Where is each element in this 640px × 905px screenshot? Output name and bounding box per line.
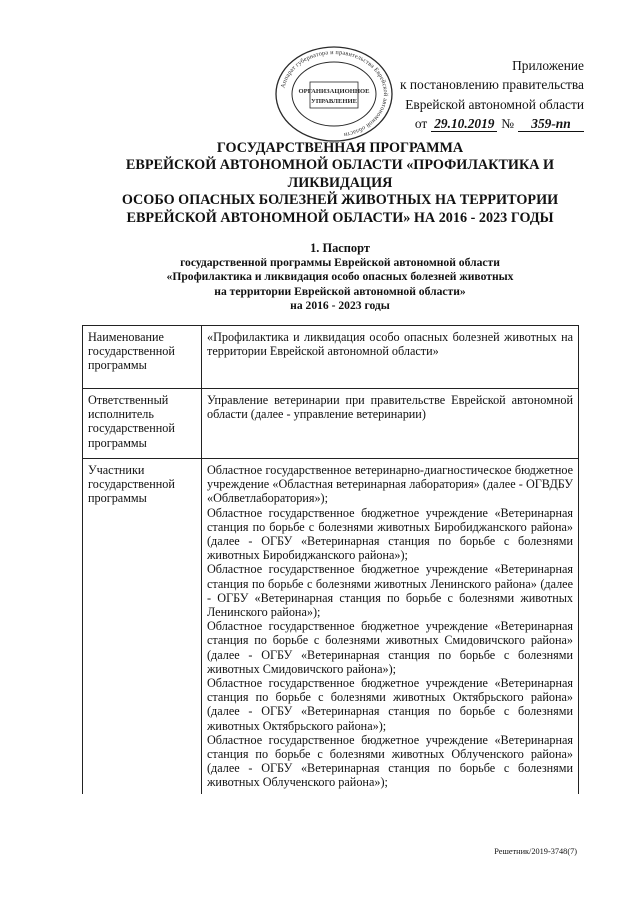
passport-line: 1. Паспорт [310,241,370,255]
passport-line: на территории Еврейской автономной области» [214,284,466,298]
appendix-date-number-line [400,114,584,133]
content-paragraph: Областное государственное ветеринарно-диагностическое бюджетное учреждение «Областная ветеринарная лаборатория» (далее - ОГВДБУ «Облветлаборатория»); [207,463,573,506]
title-line: ЕВРЕЙСКОЙ АВТОНОМНОЙ ОБЛАСТИ «ПРОФИЛАКТИКА И [125,157,555,174]
content-paragraph: Областное государственное бюджетное учреждение «Ветеринарная станция по борьбе с болезнями животных Ленинского района» (далее - ОГБУ «Ветеринарная станция по борьбе с болезнями животных Ленинского района»); [207,562,573,620]
title-line: ЕВРЕЙСКОЙ АВТОНОМНОЙ ОБЛАСТИ» НА 2016 - 2023 ГОДЫ [126,209,554,226]
program-title [80,140,600,227]
content-paragraph: Управление ветеринарии при правительстве Еврейской автономной области (далее - управление ветеринарии) [207,393,573,422]
title-line: ГОСУДАРСТВЕННАЯ ПРОГРАММА [216,140,464,156]
passport-line: государственной программы Еврейской автономной области [180,255,500,269]
content-paragraph: Областное государственное бюджетное учреждение «Ветеринарная станция по борьбе с болезнями животных Октябрьского района» (далее - ОГБУ «Ветеринарная станция по борьбе с болезнями животных Октябрьского района»); [207,676,573,733]
appendix-header [400,56,584,133]
resolution-date: 29.10.2019 [431,117,497,132]
row-label: Ответственный исполнитель государственной программы [83,389,202,459]
row-label: Наименование государственной программы [83,326,202,389]
row-content [202,459,579,794]
content-paragraph: «Профилактика и ликвидация особо опасных болезней животных на территории Еврейской автономной области» [207,330,573,359]
title-line: ЛИКВИДАЦИЯ [287,174,393,191]
organizational-department-seal [272,44,396,144]
document-footer-code: Решетник/2019-3748(7) [494,847,577,856]
passport-table [82,325,579,794]
table-row [83,326,579,389]
row-content [202,326,579,389]
content-paragraph: Областное государственное бюджетное учреждение «Ветеринарная станция по борьбе с болезнями животных Облученского района» (далее - ОГБУ «Ветеринарная станция по борьбе с болезнями животных Облученского района»); [207,732,573,790]
row-label: Участники государственной программы [83,459,202,794]
title-line: ОСОБО ОПАСНЫХ БОЛЕЗНЕЙ ЖИВОТНЫХ НА ТЕРРИТОРИИ [121,192,559,209]
content-paragraph: Областное государственное бюджетное учреждение «Ветеринарная станция по борьбе с болезнями животных Биробиджанского района» (далее - ОГБУ «Ветеринарная станция по борьбе с болезнями животных Биробиджанского района»); [207,505,573,563]
seal-inner-line-2: УПРАВЛЕНИЕ [310,98,358,105]
table-row [83,459,579,794]
row-content [202,389,579,459]
passport-line: на 2016 - 2023 годы [290,299,390,313]
appendix-line: Приложение [512,58,584,73]
passport-line: «Профилактика и ликвидация особо опасных болезней животных [166,270,514,284]
content-paragraph: Областное государственное бюджетное учреждение «Ветеринарная станция по борьбе с болезнями животных Смидовичского района» (далее - ОГБУ «Ветеринарная станция по борьбе с болезнями животных Смидовичского района»); [207,619,573,676]
appendix-line: Еврейской автономной области [405,96,584,112]
seal-inner-line-1: ОРГАНИЗАЦИОННОЕ [298,88,370,95]
table-row [83,389,579,459]
resolution-number: 359-пп [518,117,584,132]
appendix-line: к постановлению правительства [399,77,584,93]
from-label: от [414,115,428,131]
seal-ring-text: Аппарат губернатора и правительства Еврейской автономной области [279,48,390,139]
number-sign: № [501,115,514,131]
passport-heading [80,241,600,314]
